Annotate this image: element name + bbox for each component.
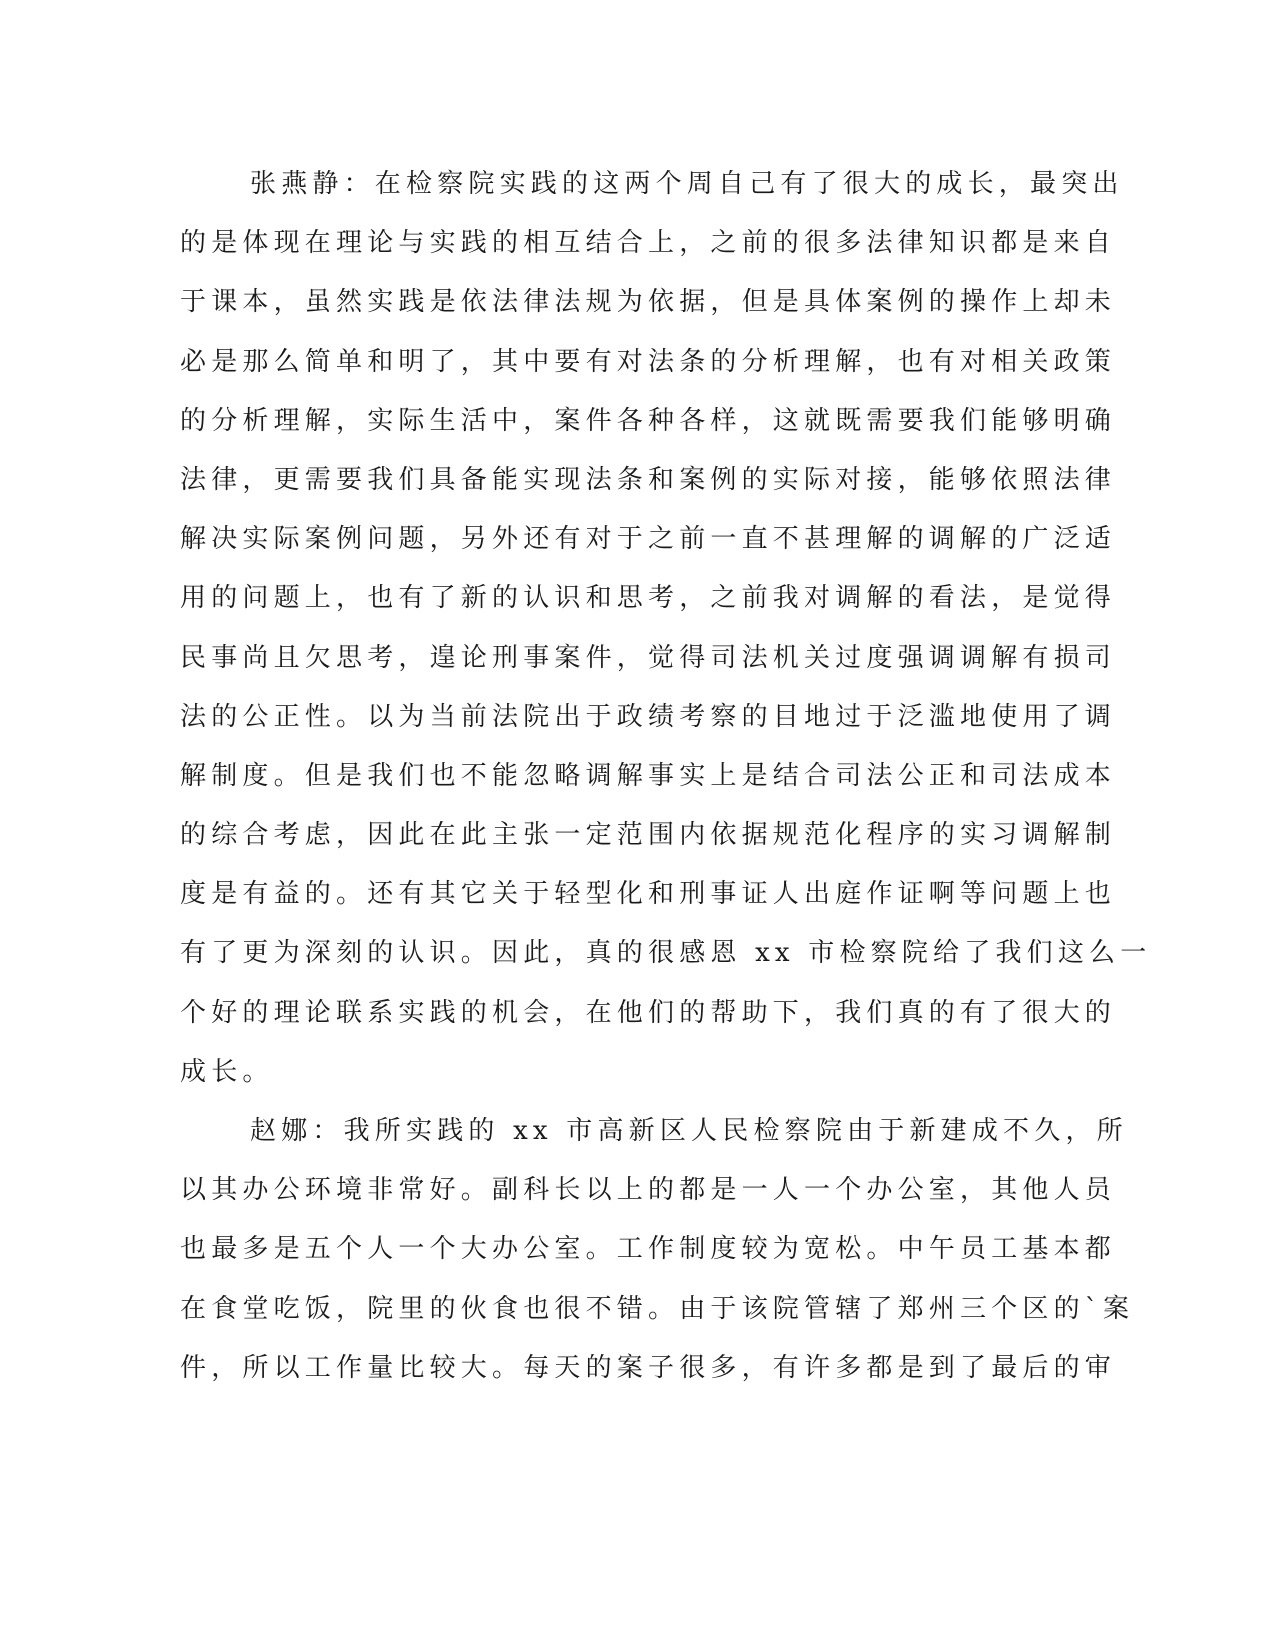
paragraph-line: 民事尚且欠思考，遑论刑事案件，觉得司法机关过度强调调解有损司 — [180, 642, 1117, 673]
document-body — [180, 155, 1152, 1398]
paragraph-line: 在食堂吃饭，院里的伙食也很不错。由于该院管辖了郑州三个区的`案 — [180, 1293, 1135, 1324]
paragraph-line: 件，所以工作量比较大。每天的案子很多，有许多都是到了最后的审 — [180, 1352, 1117, 1383]
paragraph-line: 用的问题上，也有了新的认识和思考，之前我对调解的看法，是觉得 — [180, 583, 1117, 614]
paragraph-zhang-yanjing — [180, 155, 1152, 1102]
paragraph-line: 法律，更需要我们具备能实现法条和案例的实际对接，能够依照法律 — [180, 464, 1117, 495]
paragraph-zhao-na — [180, 1102, 1135, 1398]
paragraph-line: 以其办公环境非常好。副科长以上的都是一人一个办公室，其他人员 — [180, 1175, 1117, 1206]
paragraph-line: 有了更为深刻的认识。因此，真的很感恩 xx 市检察院给了我们这么一 — [180, 938, 1152, 969]
paragraph-line: 于课本，虽然实践是依法律法规为依据，但是具体案例的操作上却未 — [180, 287, 1117, 318]
paragraph-line: 的分析理解，实际生活中，案件各种各样，这就既需要我们能够明确 — [180, 405, 1117, 436]
paragraph-line: 必是那么简单和明了，其中要有对法条的分析理解，也有对相关政策 — [180, 346, 1117, 377]
paragraph-line: 解决实际案例问题，另外还有对于之前一直不甚理解的调解的广泛适 — [180, 524, 1117, 555]
paragraph-line: 也最多是五个人一个大办公室。工作制度较为宽松。中午员工基本都 — [180, 1234, 1117, 1265]
paragraph-line: 赵娜：我所实践的 xx 市高新区人民检察院由于新建成不久，所 — [250, 1116, 1128, 1146]
paragraph-line: 解制度。但是我们也不能忽略调解事实上是结合司法公正和司法成本 — [180, 760, 1117, 791]
paragraph-line: 个好的理论联系实践的机会，在他们的帮助下，我们真的有了很大的 — [180, 997, 1117, 1028]
paragraph-line: 法的公正性。以为当前法院出于政绩考察的目地过于泛滥地使用了调 — [180, 701, 1117, 732]
paragraph-line: 张燕静：在检察院实践的这两个周自己有了很大的成长，最突出 — [250, 169, 1124, 199]
paragraph-line: 的是体现在理论与实践的相互结合上，之前的很多法律知识都是来自 — [180, 228, 1117, 259]
paragraph-line: 度是有益的。还有其它关于轻型化和刑事证人出庭作证啊等问题上也 — [180, 879, 1117, 910]
paragraph-line: 成长。 — [180, 1056, 274, 1087]
paragraph-line: 的综合考虑，因此在此主张一定范围内依据规范化程序的实习调解制 — [180, 820, 1117, 851]
